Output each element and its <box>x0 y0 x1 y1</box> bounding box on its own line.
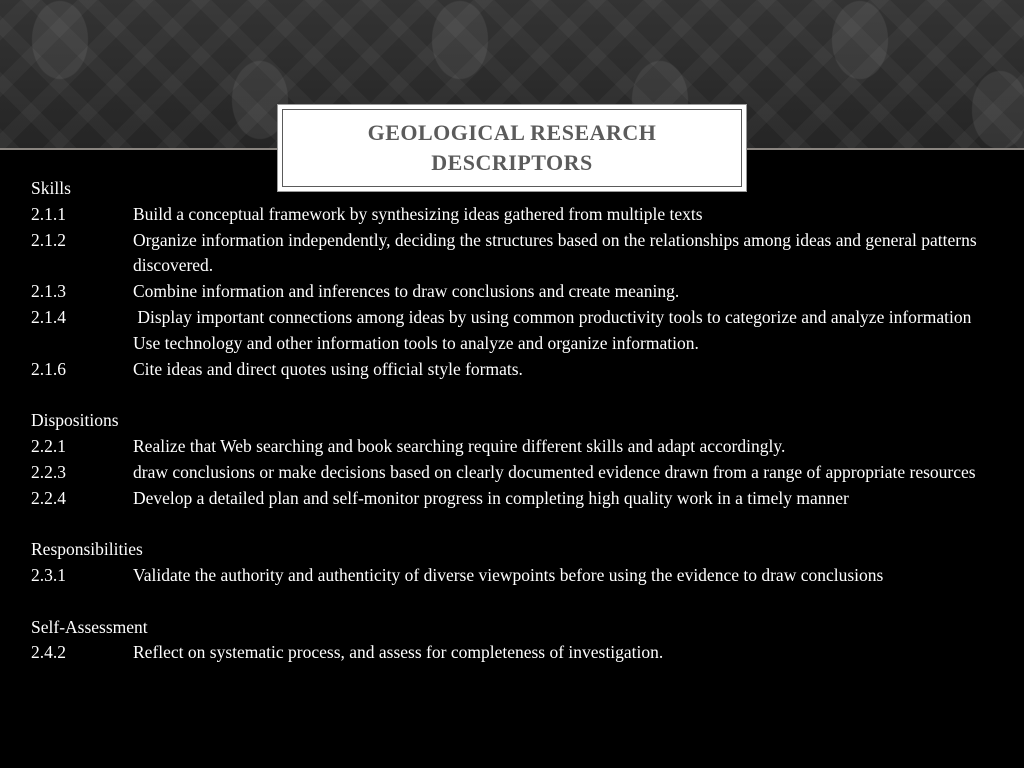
item-text: Organize information independently, deciding the structures based on the relationships among ideas and general patterns discovered. <box>133 229 982 276</box>
item-text: draw conclusions or make decisions based on clearly documented evidence drawn from a range of appropriate resources <box>133 461 976 482</box>
item-number: 2.1.3 <box>31 281 66 302</box>
item-number: 2.1.1 <box>31 203 66 224</box>
list-item <box>31 357 1001 383</box>
item-text: Cite ideas and direct quotes using official style formats. <box>133 358 523 379</box>
section-heading: Skills <box>31 178 71 198</box>
list-item <box>31 640 1001 666</box>
section-heading: Self-Assessment <box>31 616 148 637</box>
section-responsibilities <box>31 537 1001 589</box>
list-item <box>31 486 1001 512</box>
section-dispositions <box>31 408 1001 511</box>
item-text: Combine information and inferences to draw conclusions and create meaning. <box>133 281 680 302</box>
section-spacer <box>31 511 1001 537</box>
list-item <box>31 279 1001 305</box>
item-text: Develop a detailed plan and self-monitor progress in completing high quality work in a timely manner <box>133 487 849 508</box>
list-item <box>31 202 1001 228</box>
item-number: 2.1.4 <box>31 306 66 327</box>
item-text: Reflect on systematic process, and assess for completeness of investigation. <box>133 642 664 663</box>
item-number: 2.3.1 <box>31 564 66 585</box>
item-number: 2.2.3 <box>31 461 66 482</box>
item-number: 2.1.2 <box>31 229 66 250</box>
section-spacer <box>31 382 1001 408</box>
item-text: Realize that Web searching and book searching require different skills and adapt accordingly. <box>133 435 786 456</box>
item-number: 2.4.2 <box>31 642 66 663</box>
item-text: Build a conceptual framework by synthesizing ideas gathered from multiple texts <box>133 203 703 224</box>
section-self-assessment <box>31 615 1001 667</box>
item-text: Validate the authority and authenticity of diverse viewpoints before using the evidence to draw conclusions <box>133 564 884 585</box>
item-number: 2.2.4 <box>31 487 66 508</box>
list-item <box>31 228 1001 280</box>
descriptor-list <box>31 176 1001 666</box>
item-text: Display important connections among ideas by using common productivity tools to categorize and analyze information Use technology and other information tools to analyze and organize information. <box>133 306 976 353</box>
list-item <box>31 460 1001 486</box>
item-number: 2.1.6 <box>31 358 66 379</box>
slide-title: GEOLOGICAL RESEARCH DESCRIPTORS <box>367 120 657 175</box>
section-heading: Dispositions <box>31 410 119 431</box>
section-spacer <box>31 589 1001 615</box>
section-heading: Responsibilities <box>31 539 143 560</box>
list-item <box>31 563 1001 589</box>
item-number: 2.2.1 <box>31 435 66 456</box>
section-skills <box>31 176 1001 382</box>
list-item <box>31 305 1001 357</box>
list-item <box>31 434 1001 460</box>
